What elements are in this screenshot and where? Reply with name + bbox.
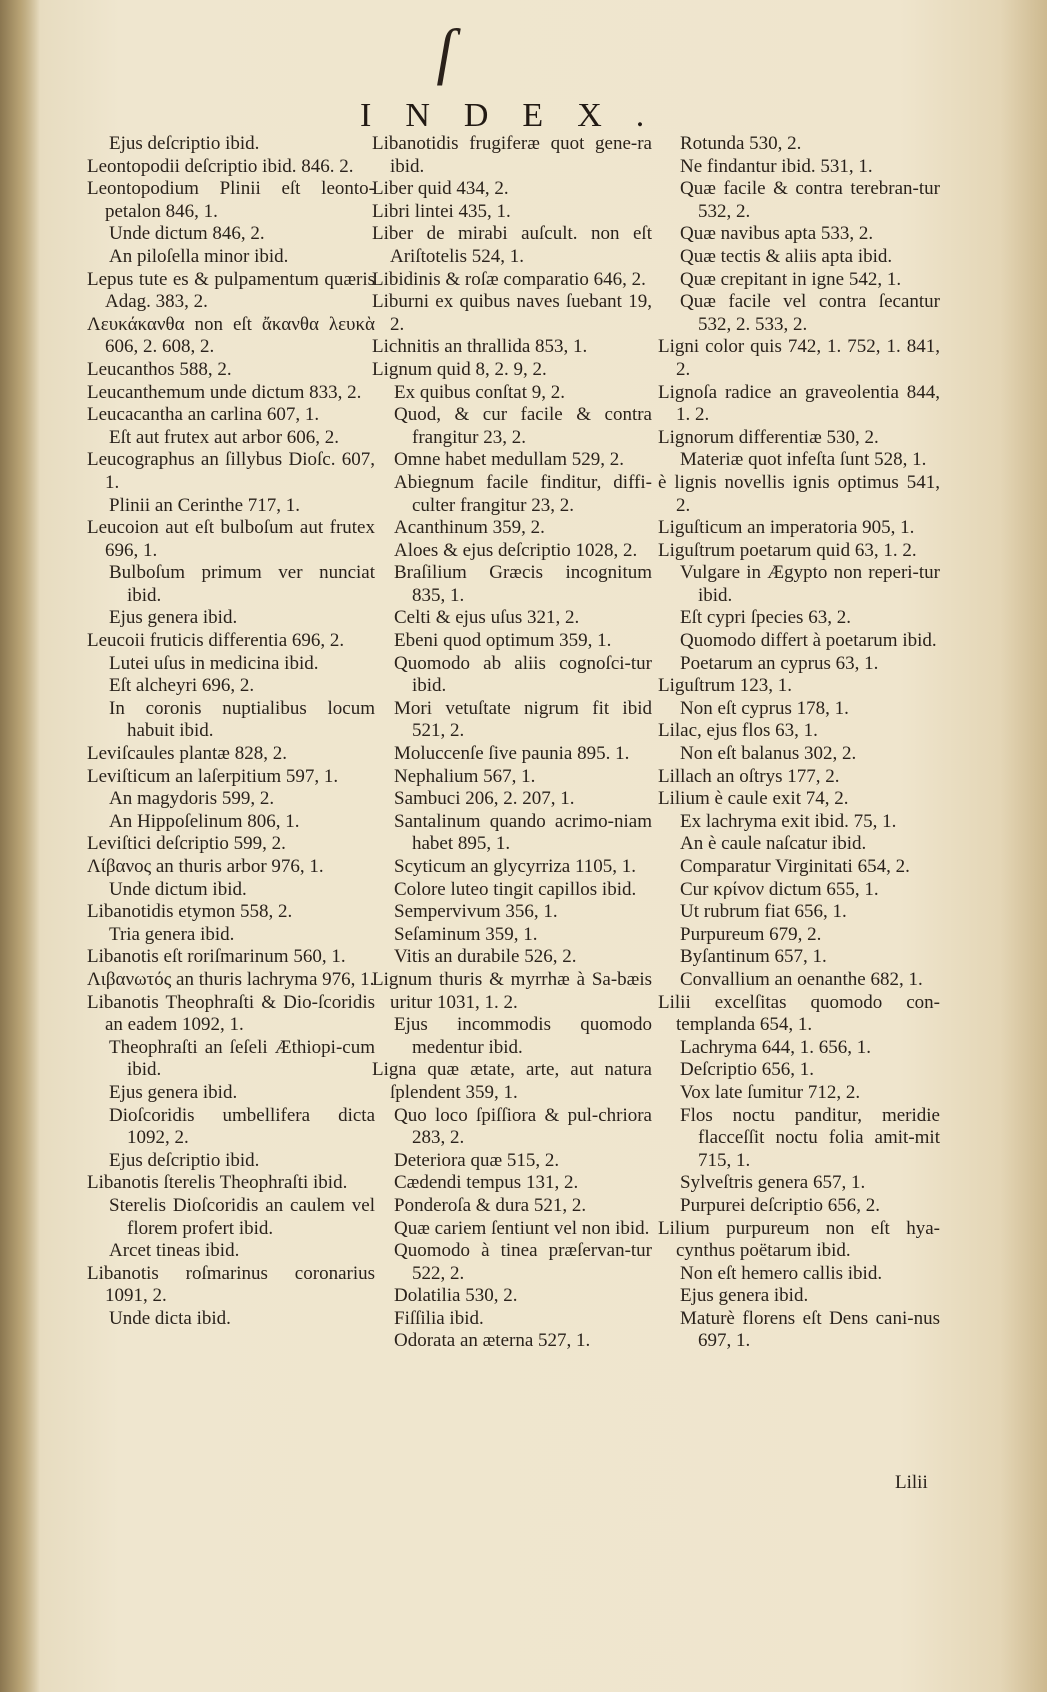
index-subentry: Tria genera ibid.: [109, 923, 235, 945]
index-entry: Leucanthos 588, 2.: [87, 358, 232, 380]
index-subentry: Celti & ejus uſus 321, 2.: [394, 607, 580, 629]
index-subentry: Aloes & ejus deſcriptio 1028, 2.: [394, 539, 638, 561]
page-gutter: [0, 0, 40, 1692]
index-subentry: Arcet tineas ibid.: [109, 1240, 240, 1262]
index-subentry: Vox late ſumitur 712, 2.: [680, 1081, 861, 1103]
index-subentry: Ejus deſcriptio ibid.: [109, 133, 260, 154]
index-subentry: Unde dictum ibid.: [109, 878, 247, 900]
index-subentry: Convallium an oenanthe 682, 1.: [680, 968, 923, 990]
index-entry: Libanotidis etymon 558, 2.: [87, 901, 293, 923]
index-subentry: Sylveſtris genera 657, 1.: [680, 1172, 866, 1194]
index-entry: Liguſtrum poetarum quid 63, 1. 2.: [658, 539, 917, 561]
index-subentry: Dolatilia 530, 2.: [394, 1285, 518, 1307]
index-subentry: Deteriora quæ 515, 2.: [394, 1149, 560, 1171]
index-subentry: Ejus genera ibid.: [680, 1285, 809, 1307]
index-subentry: Fiſſilia ibid.: [394, 1307, 484, 1329]
index-subentry: An Hippoſelinum 806, 1.: [109, 810, 300, 832]
index-entry: Lilac, ejus flos 63, 1.: [658, 720, 818, 742]
index-entry: Libidinis & roſæ comparatio 646, 2.: [372, 268, 646, 290]
index-subentry: Quo loco ſpiſſiora & pul-chriora 283, 2.: [394, 1104, 652, 1149]
signature-mark: ſ: [436, 18, 454, 86]
index-entry: Λευκάκανθα non eſt ἄκανθα λευκὰ 606, 2. 608, 2.: [87, 313, 375, 358]
index-subentry: Omne habet medullam 529, 2.: [394, 449, 625, 471]
index-subentry: An piloſella minor ibid.: [109, 245, 289, 267]
index-subentry: Theophraſti an ſeſeli Æthiopi-cum ibid.: [109, 1036, 375, 1081]
index-entry: Lilium purpureum non eſt hya-cynthus poëtarum ibid.: [658, 1217, 940, 1262]
index-subentry: Santalinum quando acrimo-niam habet 895, 1.: [394, 810, 652, 855]
index-subentry: Maturè florens eſt Dens cani-nus 697, 1.: [680, 1307, 940, 1352]
index-subentry: Eſt alcheyri 696, 2.: [109, 675, 255, 697]
index-entry: Liber de mirabi auſcult. non eſt Ariſtotelis 524, 1.: [372, 223, 652, 267]
index-subentry: Quæ facile vel contra ſecantur 532, 2. 533, 2.: [680, 291, 940, 335]
index-subentry: Vulgare in Ægypto non reperi-tur ibid.: [680, 562, 940, 606]
index-subentry: Braſilium Græcis incognitum 835, 1.: [394, 562, 652, 606]
index-subentry: Purpureum 679, 2.: [680, 923, 822, 945]
index-subentry: Cædendi tempus 131, 2.: [394, 1172, 579, 1194]
index-subentry: Ex lachryma exit ibid. 75, 1.: [680, 810, 897, 832]
index-subentry: Flos noctu panditur, meridie flacceſſit noctu folia amit-mit 715, 1.: [680, 1104, 940, 1171]
index-subentry: Ejus deſcriptio ibid.: [109, 1149, 260, 1171]
index-entry: Λίβανος an thuris arbor 976, 1.: [87, 856, 324, 877]
index-entry: Libanotidis frugiferæ quot gene-ra ibid.: [372, 133, 652, 177]
index-subentry: Plinii an Cerinthe 717, 1.: [109, 494, 301, 516]
index-subentry: Quæ cariem ſentiunt vel non ibid.: [394, 1217, 650, 1239]
index-entry: Lignoſa radice an graveolentia 844, 1. 2.: [658, 381, 940, 426]
index-subentry: Nephalium 567, 1.: [394, 765, 536, 787]
page-heading: INDEX.: [360, 97, 679, 134]
index-entry: Leucoion aut eſt bulboſum aut frutex 696, 1.: [87, 517, 375, 561]
index-entry: Leviſcaules plantæ 828, 2.: [87, 743, 287, 765]
index-subentry: Eſt cypri ſpecies 63, 2.: [680, 607, 851, 629]
index-entry: Leucanthemum unde dictum 833, 2.: [87, 381, 362, 403]
index-subentry: Colore luteo tingit capillos ibid.: [394, 878, 637, 900]
index-subentry: Ebeni quod optimum 359, 1.: [394, 630, 612, 652]
index-subentry: Quomodo differt à poetarum ibid.: [680, 630, 937, 652]
index-subentry: In coronis nuptialibus locum habuit ibid.: [109, 697, 375, 742]
index-entry: Libanotis roſmarinus coronarius 1091, 2.: [87, 1262, 375, 1307]
index-subentry: Unde dictum 846, 2.: [109, 223, 265, 245]
index-subentry: Byſantinum 657, 1.: [680, 946, 827, 968]
index-subentry: Eſt aut frutex aut arbor 606, 2.: [109, 426, 340, 448]
index-column-3: [658, 133, 940, 1483]
index-subentry: Purpurei deſcriptio 656, 2.: [680, 1194, 880, 1216]
index-entry: Ligni color quis 742, 1. 752, 1. 841, 2.: [658, 336, 940, 380]
index-entry: Λιβανωτός an thuris lachryma 976, 1.: [87, 968, 375, 990]
index-subentry: Ponderoſa & dura 521, 2.: [394, 1194, 587, 1216]
index-subentry: Vitis an durabile 526, 2.: [394, 946, 577, 968]
index-subentry: Poetarum an cyprus 63, 1.: [680, 652, 879, 674]
index-entry: Leucographus an ſillybus Dioſc. 607, 1.: [87, 449, 375, 493]
index-column-1: [87, 133, 375, 1483]
index-subentry: Odorata an æterna 527, 1.: [394, 1330, 591, 1352]
index-subentry: Quod, & cur facile & contra frangitur 23, 2.: [394, 404, 652, 448]
index-entry: Liguſtrum 123, 1.: [658, 675, 793, 697]
index-entry: Leontopodii deſcriptio ibid. 846. 2.: [87, 155, 354, 177]
index-entry: Lignorum differentiæ 530, 2.: [658, 426, 879, 448]
index-entry: Leucoii fruticis differentia 696, 2.: [87, 630, 345, 652]
index-entry: Liber quid 434, 2.: [372, 178, 509, 200]
index-subentry: Ut rubrum fiat 656, 1.: [680, 901, 847, 923]
index-entry: Leviſtici deſcriptio 599, 2.: [87, 833, 286, 855]
index-subentry: Scyticum an glycyrriza 1105, 1.: [394, 856, 637, 877]
index-entry: Libri lintei 435, 1.: [372, 200, 511, 222]
index-subentry: Non eſt balanus 302, 2.: [680, 743, 857, 765]
index-entry: Lignum quid 8, 2. 9, 2.: [372, 358, 547, 380]
index-entry: Lillach an oſtrys 177, 2.: [658, 765, 840, 787]
index-subentry: Materiæ quot infeſta ſunt 528, 1.: [680, 449, 927, 471]
index-subentry: Lachryma 644, 1. 656, 1.: [680, 1036, 872, 1058]
index-subentry: Ex quibus conſtat 9, 2.: [394, 381, 565, 403]
index-column-2: [372, 133, 652, 1483]
index-subentry: Quomodo ab aliis cognoſci-tur ibid.: [394, 652, 652, 697]
index-subentry: Sambuci 206, 2. 207, 1.: [394, 788, 575, 810]
index-entry: Lignum thuris & myrrhæ à Sa-bæis uritur 1031, 1. 2.: [372, 968, 652, 1013]
index-subentry: Sempervivum 356, 1.: [394, 901, 558, 923]
index-subentry: Quæ facile & contra terebran-tur 532, 2.: [680, 178, 940, 222]
index-subentry: Dioſcoridis umbellifera dicta 1092, 2.: [109, 1104, 375, 1149]
index-subentry: Sterelis Dioſcoridis an caulem vel florem profert ibid.: [109, 1194, 375, 1239]
index-subentry: Ne findantur ibid. 531, 1.: [680, 155, 873, 177]
index-entry: Ligna quæ ætate, arte, aut natura ſplendent 359, 1.: [372, 1059, 652, 1103]
index-subentry: Abiegnum facile finditur, diffi-culter frangitur 23, 2.: [394, 471, 652, 516]
index-subentry: Non eſt hemero callis ibid.: [680, 1262, 883, 1284]
index-subentry: Seſaminum 359, 1.: [394, 923, 538, 945]
index-subentry: Cur κρίνον dictum 655, 1.: [680, 878, 879, 900]
index-subentry: Rotunda 530, 2.: [680, 133, 802, 154]
index-subentry: Ejus genera ibid.: [109, 607, 238, 629]
index-subentry: Non eſt cyprus 178, 1.: [680, 697, 849, 719]
index-entry: Lichnitis an thrallida 853, 1.: [372, 336, 588, 358]
index-subentry: Moluccenſe ſive paunia 895. 1.: [394, 743, 630, 765]
index-entry: Libanotis eſt roriſmarinum 560, 1.: [87, 946, 346, 968]
index-entry: Liburni ex quibus naves ſuebant 19, 2.: [372, 291, 652, 335]
index-subentry: Ejus incommodis quomodo medentur ibid.: [394, 1014, 652, 1058]
index-subentry: Deſcriptio 656, 1.: [680, 1059, 815, 1081]
index-entry: Libanotis Theophraſti & Dio-ſcoridis an eadem 1092, 1.: [87, 991, 375, 1036]
index-subentry: Ejus genera ibid.: [109, 1081, 238, 1103]
index-entry: Leviſticum an laſerpitium 597, 1.: [87, 765, 339, 787]
index-subentry: Acanthinum 359, 2.: [394, 517, 545, 539]
index-entry: Liguſticum an imperatoria 905, 1.: [658, 517, 915, 539]
index-subentry: Quomodo à tinea præſervan-tur 522, 2.: [394, 1240, 652, 1284]
index-entry: Leontopodium Plinii eſt leonto-petalon 846, 1.: [87, 178, 375, 222]
index-subentry: Lutei uſus in medicina ibid.: [109, 652, 319, 674]
index-subentry: Bulboſum primum ver nunciat ibid.: [109, 562, 375, 606]
index-subentry: Quæ tectis & aliis apta ibid.: [680, 245, 893, 267]
index-subentry: Unde dicta ibid.: [109, 1307, 231, 1329]
index-entry: Lilii excelſitas quomodo con-templanda 654, 1.: [658, 991, 940, 1036]
catchword: Lilii: [895, 1472, 928, 1493]
index-entry: Leucacantha an carlina 607, 1.: [87, 404, 320, 426]
index-subentry: Quæ crepitant in igne 542, 1.: [680, 268, 902, 290]
index-subentry: An è caule naſcatur ibid.: [680, 833, 867, 855]
index-entry: è lignis novellis ignis optimus 541, 2.: [658, 471, 940, 516]
index-subentry: Quæ navibus apta 533, 2.: [680, 223, 874, 245]
index-subentry: Comparatur Virginitati 654, 2.: [680, 856, 910, 877]
index-entry: Libanotis ſterelis Theophraſti ibid.: [87, 1172, 348, 1194]
index-subentry: An magydoris 599, 2.: [109, 788, 275, 810]
index-entry: Lilium è caule exit 74, 2.: [658, 788, 849, 810]
index-subentry: Mori vetuſtate nigrum fit ibid 521, 2.: [394, 697, 652, 742]
index-entry: Lepus tute es & pulpamentum quæris Adag. 383, 2.: [87, 268, 375, 313]
